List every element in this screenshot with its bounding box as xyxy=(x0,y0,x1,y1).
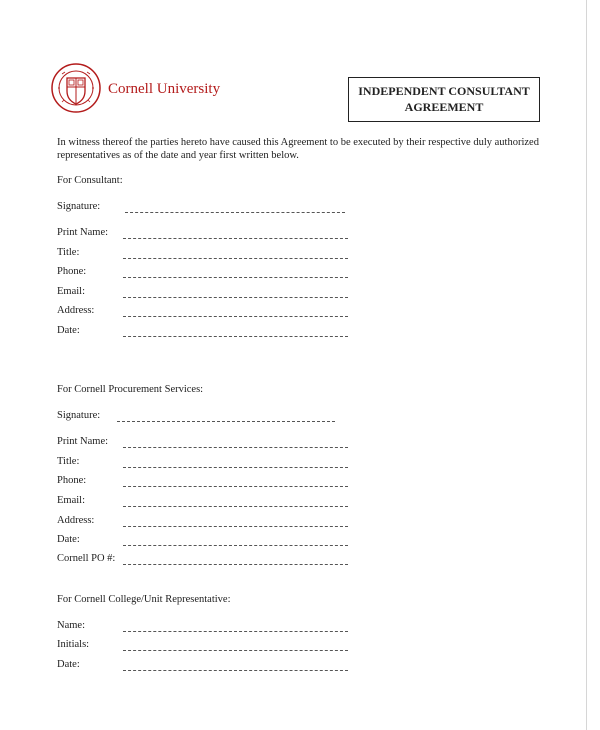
address-line[interactable] xyxy=(123,316,348,317)
consultant-email-row xyxy=(57,286,357,300)
field-label: Cornell PO #: xyxy=(57,553,116,564)
field-label: Title: xyxy=(57,456,80,467)
consultant-phone-row xyxy=(57,266,357,280)
consultant-signature-row xyxy=(57,201,357,215)
title-line[interactable] xyxy=(123,467,348,468)
field-label: Phone: xyxy=(57,475,87,486)
field-label: Title: xyxy=(57,247,80,258)
procurement-heading: For Cornell Procurement Services: xyxy=(57,384,204,395)
procurement-signature-row xyxy=(57,410,357,424)
field-label: Print Name: xyxy=(57,436,109,447)
email-line[interactable] xyxy=(123,506,348,507)
procurement-address-row xyxy=(57,515,357,529)
university-name: Cornell University xyxy=(108,81,221,97)
procurement-date-row xyxy=(57,534,357,548)
field-label: Date: xyxy=(57,534,80,545)
procurement-title-row xyxy=(57,456,357,470)
unit-heading: For Cornell College/Unit Representative: xyxy=(57,594,231,605)
unit-initials-row xyxy=(57,639,357,653)
field-label: Email: xyxy=(57,286,85,297)
field-label: Date: xyxy=(57,325,80,336)
procurement-email-row xyxy=(57,495,357,509)
field-label: Signature: xyxy=(57,410,101,421)
signature-line[interactable] xyxy=(117,421,335,422)
field-label: Address: xyxy=(57,305,95,316)
field-label: Initials: xyxy=(57,639,90,650)
phone-line[interactable] xyxy=(123,486,348,487)
title-line-1: INDEPENDENT CONSULTANT xyxy=(358,84,530,98)
procurement-print-name-row xyxy=(57,436,357,450)
procurement-po-row xyxy=(57,553,357,567)
signature-line[interactable] xyxy=(125,212,345,213)
field-label: Phone: xyxy=(57,266,87,277)
po-number-line[interactable] xyxy=(123,564,348,565)
consultant-date-row xyxy=(57,325,357,339)
field-label: Print Name: xyxy=(57,227,109,238)
title-line[interactable] xyxy=(123,258,348,259)
consultant-print-name-row xyxy=(57,227,357,241)
print-name-line[interactable] xyxy=(123,447,348,448)
field-label: Address: xyxy=(57,515,95,526)
print-name-line[interactable] xyxy=(123,238,348,239)
date-line[interactable] xyxy=(123,336,348,337)
field-label: Email: xyxy=(57,495,85,506)
field-label: Date: xyxy=(57,659,80,670)
date-line[interactable] xyxy=(123,670,348,671)
phone-line[interactable] xyxy=(123,277,348,278)
name-line[interactable] xyxy=(123,631,348,632)
intro-paragraph: In witness thereof the parties hereto have caused this Agreement to be executed by their respective duly authorized representatives as of the date and year first written below. xyxy=(57,137,539,161)
date-line[interactable] xyxy=(123,545,348,546)
field-label: Signature: xyxy=(57,201,101,212)
procurement-phone-row xyxy=(57,475,357,489)
cornell-seal-logo xyxy=(50,62,102,114)
consultant-heading: For Consultant: xyxy=(57,175,123,186)
consultant-title-row xyxy=(57,247,357,261)
unit-date-row xyxy=(57,659,357,673)
consultant-address-row xyxy=(57,305,357,319)
unit-name-row xyxy=(57,620,357,634)
email-line[interactable] xyxy=(123,297,348,298)
address-line[interactable] xyxy=(123,526,348,527)
field-label: Name: xyxy=(57,620,85,631)
title-line-2: AGREEMENT xyxy=(404,100,484,114)
document-title xyxy=(348,77,540,122)
initials-line[interactable] xyxy=(123,650,348,651)
